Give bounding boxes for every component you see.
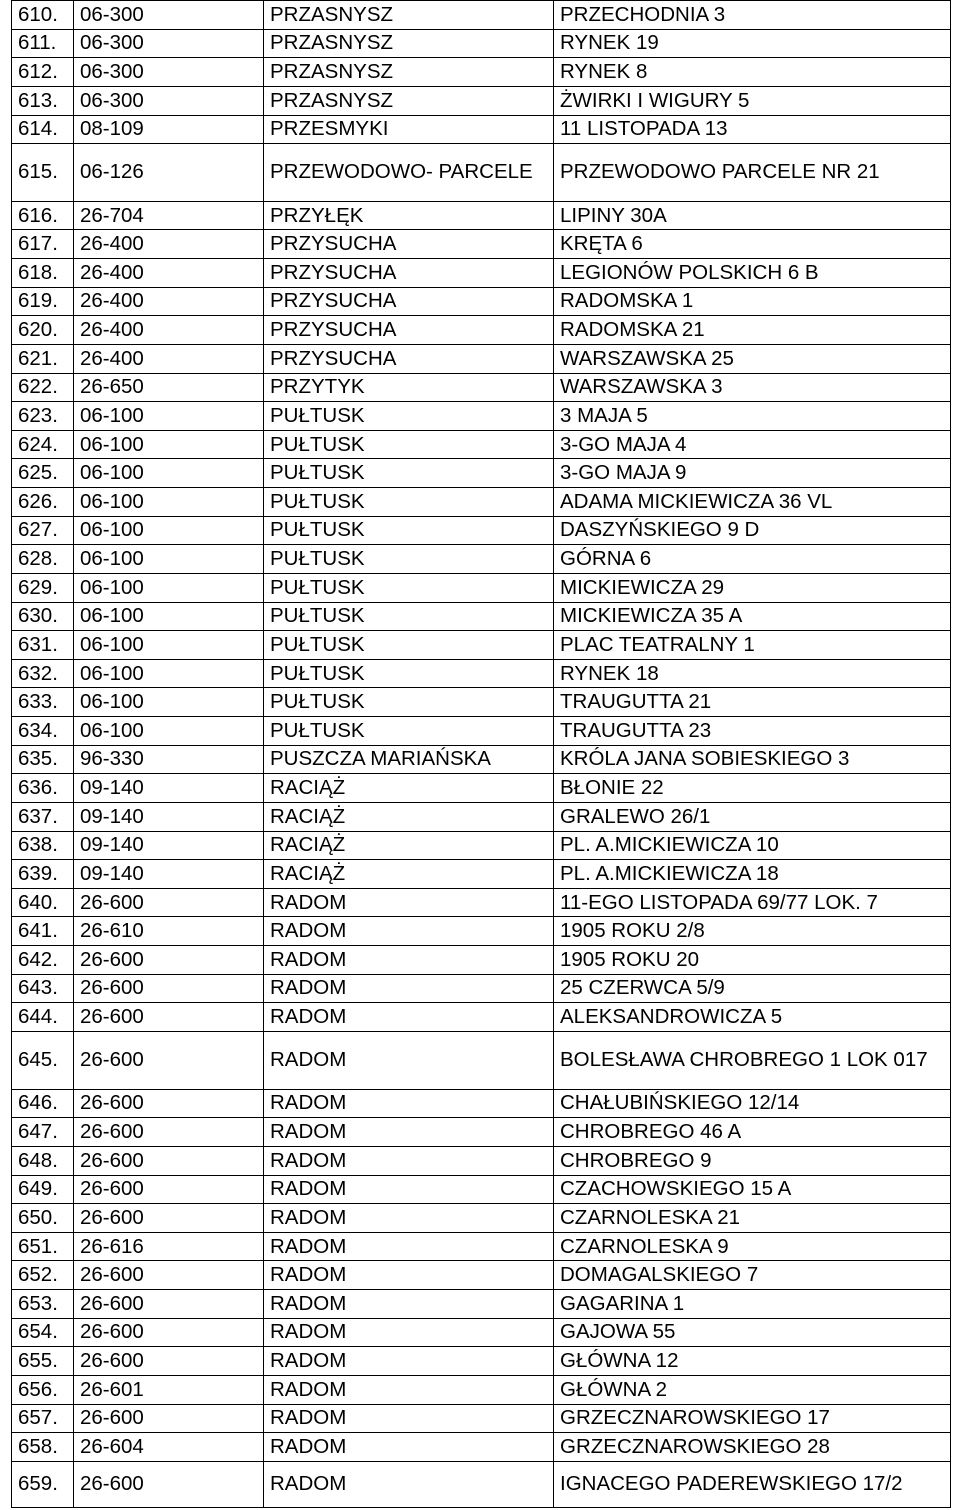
postal-code-cell: 26-604 [74,1433,264,1462]
city-cell: RADOM [264,1433,554,1462]
table-row [12,430,951,459]
row-number-cell: 616. [12,201,74,230]
city-cell: PRZYSUCHA [264,287,554,316]
address-cell: PLAC TEATRALNY 1 [554,631,951,660]
postal-code-cell: 26-610 [74,917,264,946]
table-row [12,230,951,259]
postal-code-cell: 26-600 [74,974,264,1003]
row-number-cell: 630. [12,602,74,631]
row-number-cell: 613. [12,86,74,115]
postal-code-cell: 26-400 [74,230,264,259]
city-cell: RACIĄŻ [264,802,554,831]
address-cell: CZACHOWSKIEGO 15 A [554,1175,951,1204]
row-number-cell: 632. [12,659,74,688]
postal-code-cell: 26-616 [74,1232,264,1261]
postal-code-cell: 06-100 [74,430,264,459]
table-row [12,659,951,688]
table-row [12,946,951,975]
table-row [12,373,951,402]
address-cell: WARSZAWSKA 3 [554,373,951,402]
postal-code-cell: 06-300 [74,86,264,115]
postal-code-cell: 26-600 [74,1003,264,1032]
postal-code-cell: 26-600 [74,1290,264,1319]
address-cell: LIPINY 30A [554,201,951,230]
city-cell: RACIĄŻ [264,860,554,889]
postal-code-cell: 26-601 [74,1375,264,1404]
table-row [12,115,951,144]
row-number-cell: 645. [12,1031,74,1089]
table-row [12,1146,951,1175]
address-cell: BŁONIE 22 [554,774,951,803]
city-cell: PRZASNYSZ [264,86,554,115]
city-cell: PRZYTYK [264,373,554,402]
table-row [12,573,951,602]
address-cell: GAJOWA 55 [554,1318,951,1347]
address-cell: RYNEK 19 [554,29,951,58]
address-cell: MICKIEWICZA 29 [554,573,951,602]
table-row [12,774,951,803]
row-number-cell: 640. [12,888,74,917]
city-cell: PRZESMYKI [264,115,554,144]
address-cell: PRZEWODOWO PARCELE NR 21 [554,144,951,202]
address-cell: PRZECHODNIA 3 [554,1,951,30]
city-cell: RADOM [264,1318,554,1347]
address-cell: RYNEK 18 [554,659,951,688]
city-cell: PUŁTUSK [264,488,554,517]
table-row [12,86,951,115]
table-row [12,58,951,87]
postal-code-cell: 06-100 [74,602,264,631]
table-row [12,344,951,373]
address-cell: GÓRNA 6 [554,545,951,574]
table-row [12,745,951,774]
row-number-cell: 652. [12,1261,74,1290]
row-number-cell: 610. [12,1,74,30]
table-row [12,1404,951,1433]
postal-code-cell: 09-140 [74,802,264,831]
table-row [12,1089,951,1118]
city-cell: RADOM [264,1347,554,1376]
row-number-cell: 629. [12,573,74,602]
row-number-cell: 648. [12,1146,74,1175]
postal-code-cell: 06-100 [74,659,264,688]
postal-code-cell: 06-100 [74,459,264,488]
address-cell: PL. A.MICKIEWICZA 18 [554,860,951,889]
row-number-cell: 644. [12,1003,74,1032]
address-cell: CZARNOLESKA 21 [554,1204,951,1233]
city-cell: PRZASNYSZ [264,29,554,58]
postal-code-cell: 26-650 [74,373,264,402]
city-cell: PRZYSUCHA [264,344,554,373]
address-cell: PL. A.MICKIEWICZA 10 [554,831,951,860]
address-cell: 3-GO MAJA 9 [554,459,951,488]
city-cell: PUŁTUSK [264,516,554,545]
postal-code-cell: 26-600 [74,1118,264,1147]
postal-code-cell: 26-600 [74,1146,264,1175]
city-cell: RADOM [264,1031,554,1089]
table-row [12,1232,951,1261]
table-row [12,1,951,30]
table-row [12,1204,951,1233]
row-number-cell: 620. [12,316,74,345]
postal-code-cell: 26-400 [74,344,264,373]
city-cell: PRZASNYSZ [264,1,554,30]
postal-code-cell: 26-600 [74,1204,264,1233]
address-cell: 11 LISTOPADA 13 [554,115,951,144]
city-cell: PRZYSUCHA [264,259,554,288]
row-number-cell: 651. [12,1232,74,1261]
row-number-cell: 612. [12,58,74,87]
row-number-cell: 622. [12,373,74,402]
postal-code-cell: 26-600 [74,1261,264,1290]
city-cell: PRZYSUCHA [264,316,554,345]
city-cell: RADOM [264,1204,554,1233]
postal-code-cell: 26-400 [74,316,264,345]
row-number-cell: 635. [12,745,74,774]
address-cell: KRĘTA 6 [554,230,951,259]
row-number-cell: 637. [12,802,74,831]
address-cell: GRZECZNAROWSKIEGO 17 [554,1404,951,1433]
row-number-cell: 641. [12,917,74,946]
postal-code-cell: 08-109 [74,115,264,144]
table-row [12,1175,951,1204]
address-cell: CHROBREGO 46 A [554,1118,951,1147]
address-cell: GŁÓWNA 2 [554,1375,951,1404]
address-cell: RADOMSKA 21 [554,316,951,345]
city-cell: PUŁTUSK [264,459,554,488]
table-row [12,545,951,574]
postal-code-cell: 06-300 [74,58,264,87]
postal-code-cell: 96-330 [74,745,264,774]
city-cell: PRZYSUCHA [264,230,554,259]
city-cell: PRZYŁĘK [264,201,554,230]
city-cell: RACIĄŻ [264,831,554,860]
row-number-cell: 633. [12,688,74,717]
postal-code-cell: 26-600 [74,1175,264,1204]
row-number-cell: 650. [12,1204,74,1233]
table-row [12,802,951,831]
table-row [12,631,951,660]
row-number-cell: 634. [12,717,74,746]
postal-code-cell: 06-100 [74,688,264,717]
postal-code-cell: 06-126 [74,144,264,202]
postal-code-cell: 06-100 [74,545,264,574]
city-cell: RADOM [264,1146,554,1175]
city-cell: RADOM [264,1461,554,1507]
row-number-cell: 646. [12,1089,74,1118]
table-row [12,1375,951,1404]
row-number-cell: 618. [12,259,74,288]
table-row [12,516,951,545]
postal-code-cell: 09-140 [74,860,264,889]
table-row [12,259,951,288]
address-cell: LEGIONÓW POLSKICH 6 B [554,259,951,288]
table-row [12,1003,951,1032]
table-row [12,1347,951,1376]
postal-code-cell: 26-600 [74,888,264,917]
city-cell: RADOM [264,1003,554,1032]
row-number-cell: 625. [12,459,74,488]
table-row [12,1290,951,1319]
city-cell: PUŁTUSK [264,688,554,717]
table-row [12,688,951,717]
postal-code-cell: 26-600 [74,1318,264,1347]
table-row [12,602,951,631]
row-number-cell: 611. [12,29,74,58]
row-number-cell: 638. [12,831,74,860]
row-number-cell: 624. [12,430,74,459]
row-number-cell: 654. [12,1318,74,1347]
postal-code-cell: 26-600 [74,946,264,975]
address-cell: GŁÓWNA 12 [554,1347,951,1376]
city-cell: RADOM [264,1404,554,1433]
row-number-cell: 642. [12,946,74,975]
address-cell: BOLESŁAWA CHROBREGO 1 LOK 017 [554,1031,951,1089]
address-cell: IGNACEGO PADEREWSKIEGO 17/2 [554,1461,951,1507]
row-number-cell: 621. [12,344,74,373]
address-cell: RADOMSKA 1 [554,287,951,316]
postal-code-cell: 26-400 [74,287,264,316]
address-cell: ALEKSANDROWICZA 5 [554,1003,951,1032]
city-cell: RADOM [264,1290,554,1319]
address-cell: KRÓLA JANA SOBIESKIEGO 3 [554,745,951,774]
address-cell: CZARNOLESKA 9 [554,1232,951,1261]
city-cell: PRZEWODOWO- PARCELE [264,144,554,202]
address-table [11,0,951,1508]
row-number-cell: 643. [12,974,74,1003]
city-cell: PRZASNYSZ [264,58,554,87]
table-row [12,1433,951,1462]
city-cell: RACIĄŻ [264,774,554,803]
address-cell: GRZECZNAROWSKIEGO 28 [554,1433,951,1462]
city-cell: PUŁTUSK [264,631,554,660]
postal-code-cell: 06-100 [74,516,264,545]
address-cell: WARSZAWSKA 25 [554,344,951,373]
postal-code-cell: 06-100 [74,573,264,602]
postal-code-cell: 06-100 [74,717,264,746]
table-row [12,1118,951,1147]
table-row [12,488,951,517]
city-cell: RADOM [264,1175,554,1204]
row-number-cell: 658. [12,1433,74,1462]
table-row [12,917,951,946]
city-cell: PUŁTUSK [264,717,554,746]
city-cell: PUŁTUSK [264,545,554,574]
city-cell: RADOM [264,1232,554,1261]
row-number-cell: 614. [12,115,74,144]
row-number-cell: 649. [12,1175,74,1204]
row-number-cell: 655. [12,1347,74,1376]
city-cell: PUŁTUSK [264,430,554,459]
table-row [12,201,951,230]
address-cell: ADAMA MICKIEWICZA 36 VL [554,488,951,517]
table-row [12,287,951,316]
row-number-cell: 653. [12,1290,74,1319]
row-number-cell: 617. [12,230,74,259]
row-number-cell: 647. [12,1118,74,1147]
row-number-cell: 659. [12,1461,74,1507]
address-cell: 1905 ROKU 20 [554,946,951,975]
table-row [12,831,951,860]
table-row [12,1318,951,1347]
postal-code-cell: 09-140 [74,774,264,803]
table-row [12,29,951,58]
postal-code-cell: 06-300 [74,1,264,30]
row-number-cell: 626. [12,488,74,517]
address-cell: CHAŁUBIŃSKIEGO 12/14 [554,1089,951,1118]
postal-code-cell: 09-140 [74,831,264,860]
table-body [12,1,951,1508]
table-row [12,1031,951,1089]
postal-code-cell: 26-600 [74,1031,264,1089]
address-cell: CHROBREGO 9 [554,1146,951,1175]
address-cell: 11-EGO LISTOPADA 69/77 LOK. 7 [554,888,951,917]
city-cell: RADOM [264,888,554,917]
table-row [12,144,951,202]
address-cell: 1905 ROKU 2/8 [554,917,951,946]
address-cell: RYNEK 8 [554,58,951,87]
address-cell: TRAUGUTTA 21 [554,688,951,717]
postal-code-cell: 06-300 [74,29,264,58]
city-cell: PUŁTUSK [264,602,554,631]
city-cell: RADOM [264,974,554,1003]
city-cell: RADOM [264,917,554,946]
postal-code-cell: 06-100 [74,631,264,660]
city-cell: PUSZCZA MARIAŃSKA [264,745,554,774]
row-number-cell: 628. [12,545,74,574]
address-cell: DOMAGALSKIEGO 7 [554,1261,951,1290]
table-row [12,459,951,488]
postal-code-cell: 26-704 [74,201,264,230]
postal-code-cell: 06-100 [74,488,264,517]
table-row [12,316,951,345]
postal-code-cell: 26-600 [74,1089,264,1118]
address-cell: MICKIEWICZA 35 A [554,602,951,631]
table-row [12,1461,951,1507]
address-cell: ŻWIRKI I WIGURY 5 [554,86,951,115]
row-number-cell: 656. [12,1375,74,1404]
address-cell: GAGARINA 1 [554,1290,951,1319]
address-cell: GRALEWO 26/1 [554,802,951,831]
city-cell: RADOM [264,946,554,975]
city-cell: PUŁTUSK [264,573,554,602]
postal-code-cell: 26-600 [74,1461,264,1507]
row-number-cell: 615. [12,144,74,202]
city-cell: PUŁTUSK [264,659,554,688]
address-cell: 3 MAJA 5 [554,402,951,431]
address-cell: 25 CZERWCA 5/9 [554,974,951,1003]
row-number-cell: 627. [12,516,74,545]
postal-code-cell: 26-400 [74,259,264,288]
city-cell: RADOM [264,1261,554,1290]
postal-code-cell: 06-100 [74,402,264,431]
city-cell: RADOM [264,1089,554,1118]
row-number-cell: 636. [12,774,74,803]
city-cell: RADOM [264,1118,554,1147]
address-cell: 3-GO MAJA 4 [554,430,951,459]
address-cell: TRAUGUTTA 23 [554,717,951,746]
postal-code-cell: 26-600 [74,1404,264,1433]
postal-code-cell: 26-600 [74,1347,264,1376]
address-cell: DASZYŃSKIEGO 9 D [554,516,951,545]
row-number-cell: 657. [12,1404,74,1433]
row-number-cell: 639. [12,860,74,889]
row-number-cell: 619. [12,287,74,316]
city-cell: PUŁTUSK [264,402,554,431]
table-row [12,860,951,889]
table-row [12,888,951,917]
table-row [12,1261,951,1290]
row-number-cell: 631. [12,631,74,660]
table-row [12,717,951,746]
table-row [12,402,951,431]
table-row [12,974,951,1003]
city-cell: RADOM [264,1375,554,1404]
row-number-cell: 623. [12,402,74,431]
